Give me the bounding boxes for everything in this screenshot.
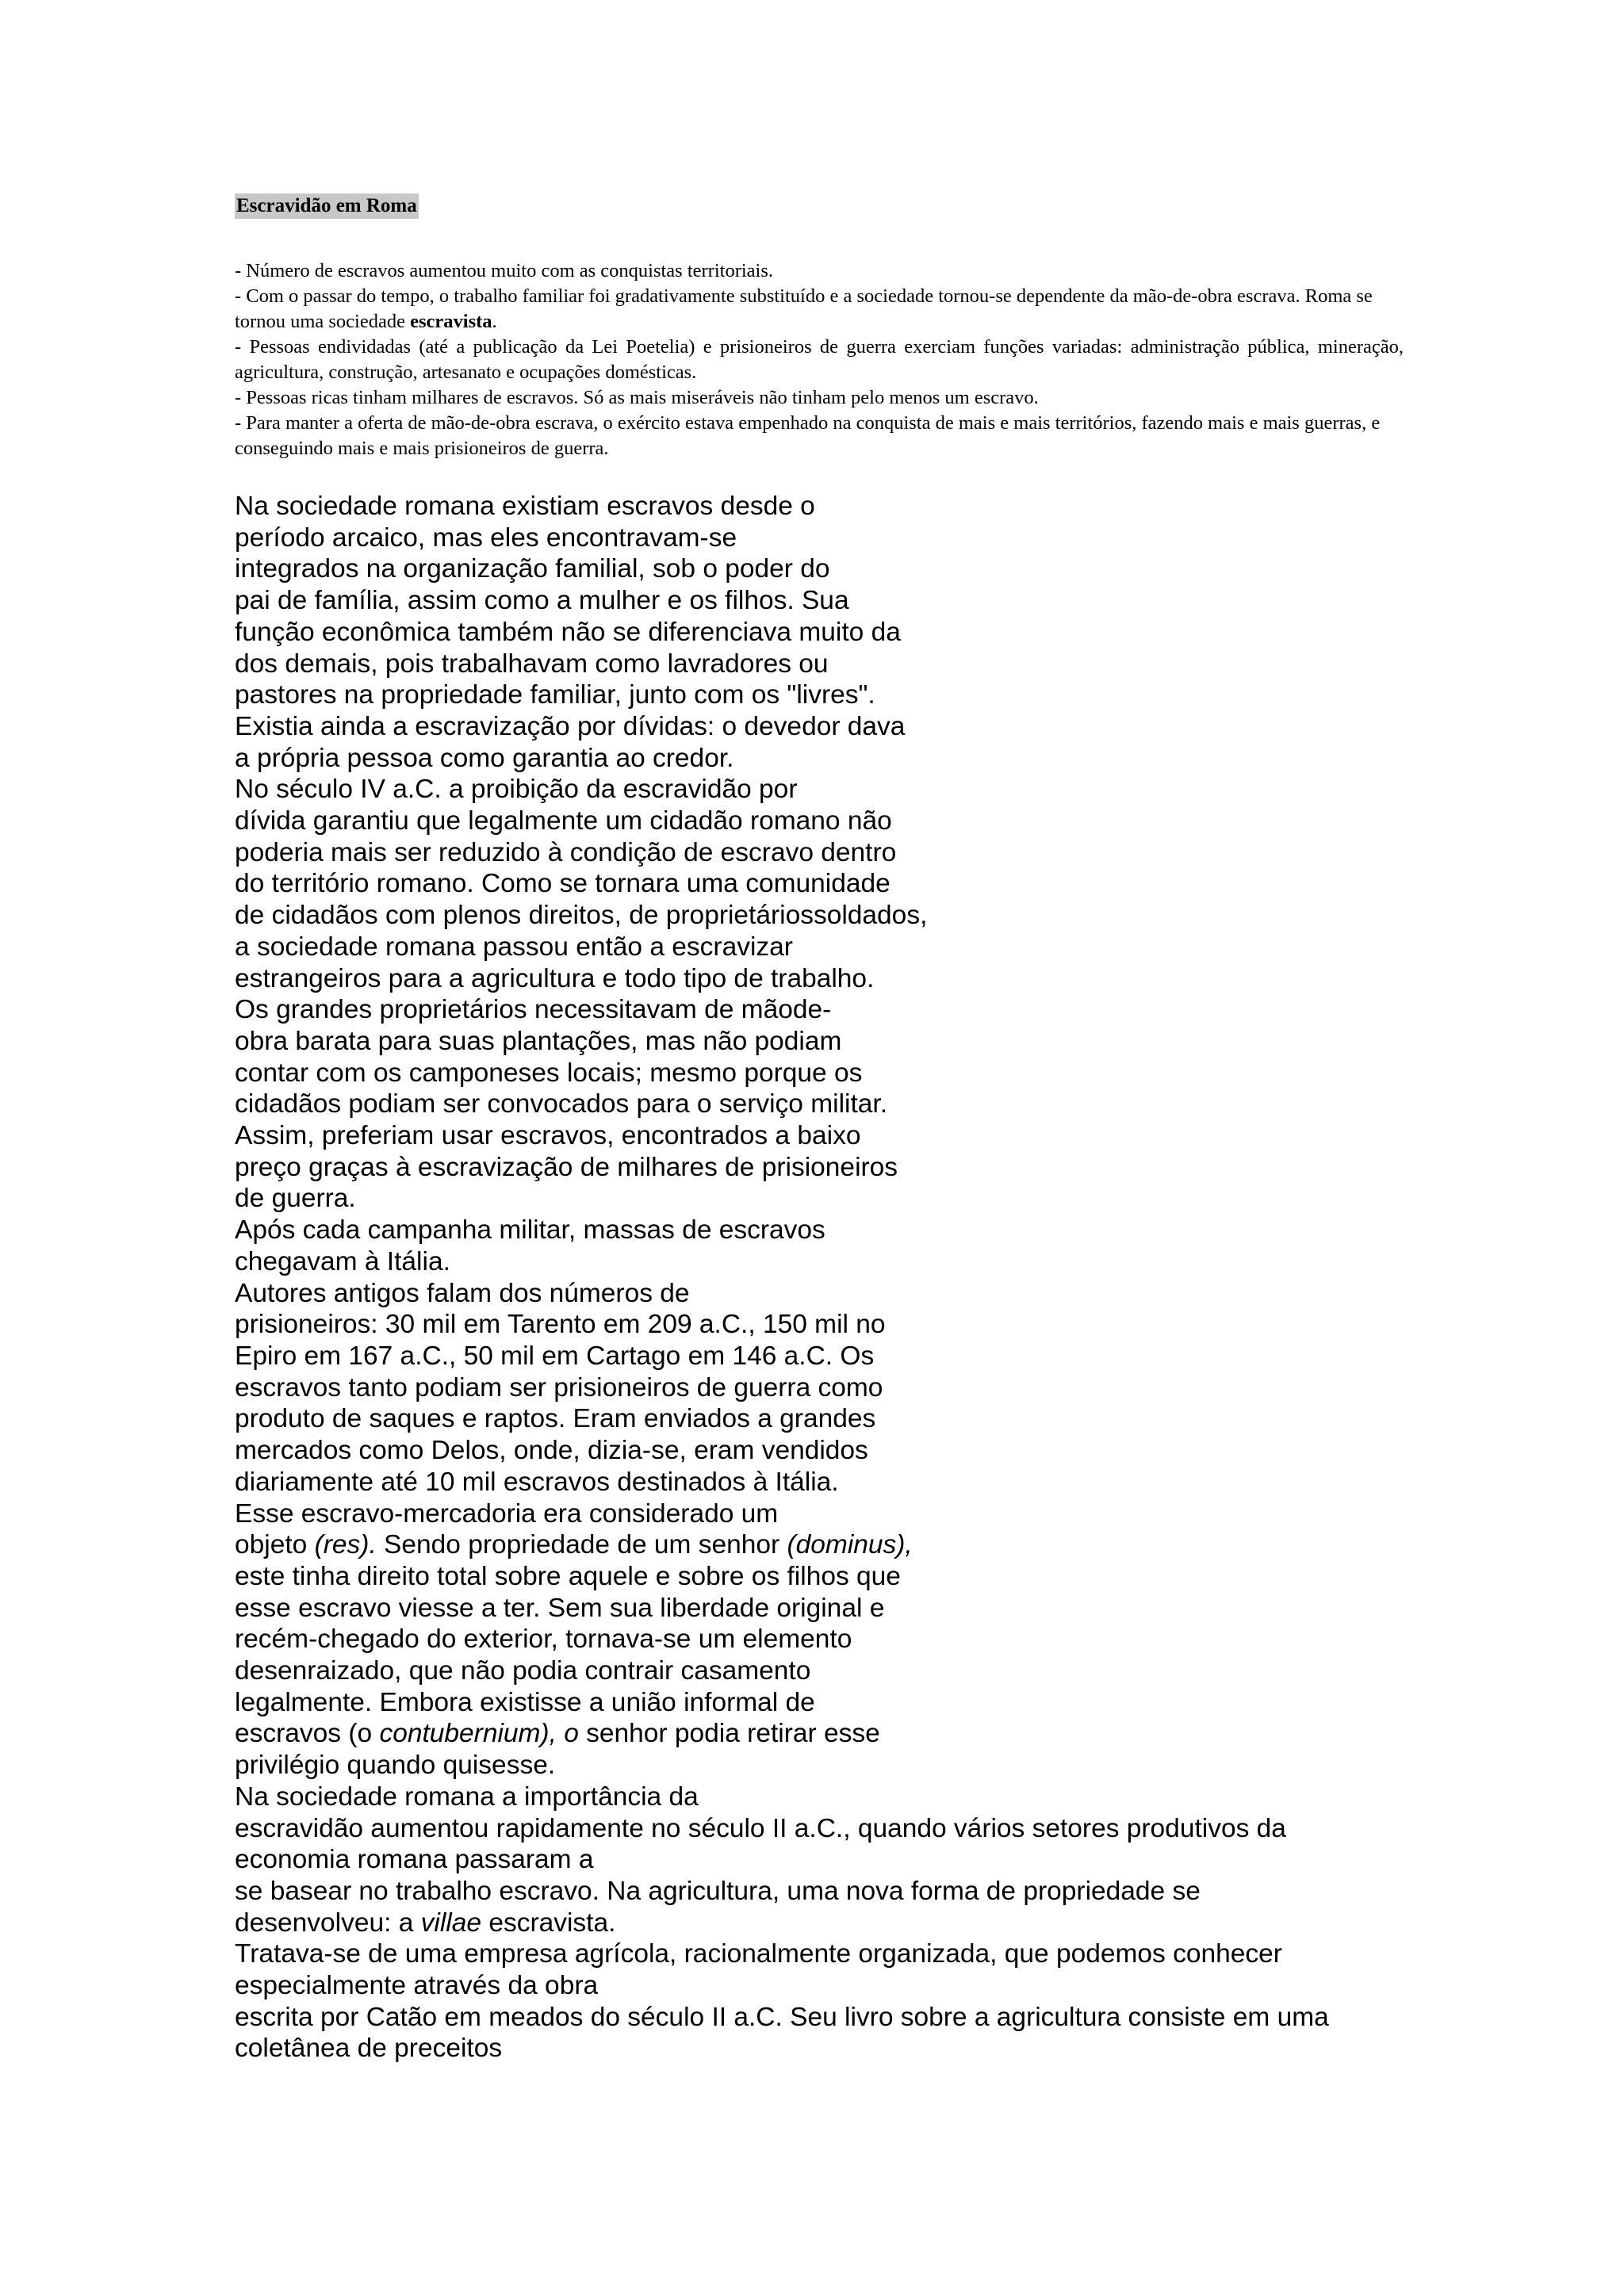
- text-line: mercados como Delos, onde, dizia-se, eram vendidos: [235, 1436, 868, 1466]
- text-line: privilégio quando quisesse.: [235, 1751, 556, 1781]
- summary-bullet-list: [235, 258, 1404, 461]
- text-line: objeto (res). Sendo propriedade de um senhor (dominus),: [235, 1530, 913, 1560]
- text-line: desenvolveu: a villae escravista.: [235, 1908, 616, 1938]
- italic-term: villae: [420, 1908, 482, 1938]
- text-line: No século IV a.C. a proibição da escravidão por: [235, 775, 798, 805]
- text-line: preço graças à escravização de milhares de prisioneiros: [235, 1152, 898, 1182]
- text-line: a própria pessoa como garantia ao credor.: [235, 743, 734, 773]
- text-line: pastores na propriedade familiar, junto com os "livres".: [235, 680, 875, 710]
- text-line: Tratava-se de uma empresa agrícola, racionalmente organizada, que podemos conhecer: [235, 1939, 1282, 1969]
- text-line: Após cada campanha militar, massas de escravos: [235, 1215, 825, 1246]
- bullet-item: - Com o passar do tempo, o trabalho familiar foi gradativamente substituído e a sociedade tornou-se dependente da mão-de-obra escrava. Roma se tornou uma sociedade escravista.: [235, 285, 1373, 332]
- text-line: de guerra.: [235, 1184, 356, 1214]
- text-line: cidadãos podiam ser convocados para o serviço militar.: [235, 1089, 888, 1119]
- text-line: período arcaico, mas eles encontravam-se: [235, 522, 737, 553]
- italic-term: (res).: [314, 1530, 377, 1560]
- text-line: diariamente até 10 mil escravos destinados à Itália.: [235, 1467, 839, 1497]
- text-line: escrita por Catão em meados do século II a.C. Seu livro sobre a agricultura consiste em uma: [235, 2002, 1329, 2032]
- text-line: Autores antigos falam dos números de: [235, 1278, 690, 1308]
- text-line: recém-chegado do exterior, tornava-se um elemento: [235, 1624, 852, 1655]
- document-title: Escravidão em Roma: [235, 193, 419, 219]
- text-line: poderia mais ser reduzido à condição de escravo dentro: [235, 837, 897, 867]
- text-line: Assim, preferiam usar escravos, encontrados a baixo: [235, 1121, 861, 1151]
- text-line: legalmente. Embora existisse a união informal de: [235, 1687, 815, 1717]
- text-line: obra barata para suas plantações, mas não podiam: [235, 1026, 842, 1056]
- text-line: escravos tanto podiam ser prisioneiros de guerra como: [235, 1372, 883, 1402]
- text-line: prisioneiros: 30 mil em Tarento em 209 a.C., 150 mil no: [235, 1310, 886, 1340]
- text-line: pai de família, assim como a mulher e os filhos. Sua: [235, 586, 849, 616]
- italic-term: (dominus),: [787, 1530, 913, 1560]
- text-line: estrangeiros para a agricultura e todo tipo de trabalho.: [235, 963, 875, 993]
- text-line: Na sociedade romana a importância da: [235, 1781, 699, 1812]
- text-line: escravidão aumentou rapidamente no século II a.C., quando vários setores produtivos da: [235, 1813, 1286, 1843]
- text-line: chegavam à Itália.: [235, 1246, 450, 1276]
- text-line: a sociedade romana passou então a escravizar: [235, 932, 793, 962]
- text-line: produto de saques e raptos. Eram enviados a grandes: [235, 1404, 876, 1434]
- text-line: Esse escravo-mercadoria era considerado um: [235, 1498, 779, 1529]
- text-line: esse escravo viesse a ter. Sem sua liberdade original e: [235, 1593, 885, 1623]
- bullet-item: - Pessoas endividadas (até a publicação da Lei Poetelia) e prisioneiros de guerra exerciam funções variadas: administração pública, mineração, agricultura, construção, artesanato e ocupações domésticas.: [235, 336, 1404, 383]
- text-line: de cidadãos com plenos direitos, de proprietáriossoldados,: [235, 901, 928, 931]
- text-line: se basear no trabalho escravo. Na agricultura, uma nova forma de propriedade se: [235, 1876, 1201, 1906]
- text-line: Os grandes proprietários necessitavam de mãode-: [235, 995, 832, 1025]
- text-line: dos demais, pois trabalhavam como lavradores ou: [235, 649, 829, 679]
- text-line: integrados na organização familial, sob o poder do: [235, 554, 830, 584]
- italic-term: contubernium), o: [379, 1719, 579, 1749]
- text-line: Epiro em 167 a.C., 50 mil em Cartago em 146 a.C. Os: [235, 1341, 875, 1371]
- text-line: função econômica também não se diferenciava muito da: [235, 617, 901, 647]
- text-line: coletânea de preceitos: [235, 2034, 503, 2064]
- text-line: este tinha direito total sobre aquele e sobre os filhos que: [235, 1561, 901, 1591]
- text-line: escravos (o contubernium), o senhor podia retirar esse: [235, 1719, 880, 1749]
- body-text: [235, 491, 1408, 2064]
- text-line: Na sociedade romana existiam escravos desde o: [235, 492, 815, 521]
- bullet-item: - Número de escravos aumentou muito com as conquistas territoriais.: [235, 260, 774, 281]
- text-line: do território romano. Como se tornara uma comunidade: [235, 869, 891, 899]
- bullet-item: - Para manter a oferta de mão-de-obra escrava, o exército estava empenhado na conquista de mais e mais territórios, fazendo mais e mais guerras, e conseguindo mais e mais prisioneiros de guerra.: [235, 412, 1381, 459]
- bullet-item: - Pessoas ricas tinham milhares de escravos. Só as mais miseráveis não tinham pelo menos um escravo.: [235, 387, 1039, 408]
- bold-term: escravista: [410, 311, 492, 332]
- text-line: desenraizado, que não podia contrair casamento: [235, 1656, 811, 1686]
- text-line: dívida garantiu que legalmente um cidadão romano não: [235, 806, 892, 836]
- text-line: Existia ainda a escravização por dívidas: o devedor dava: [235, 711, 906, 741]
- text-line: economia romana passaram a: [235, 1845, 594, 1875]
- text-line: contar com os camponeses locais; mesmo porque os: [235, 1058, 863, 1088]
- text-line: especialmente através da obra: [235, 1971, 599, 2001]
